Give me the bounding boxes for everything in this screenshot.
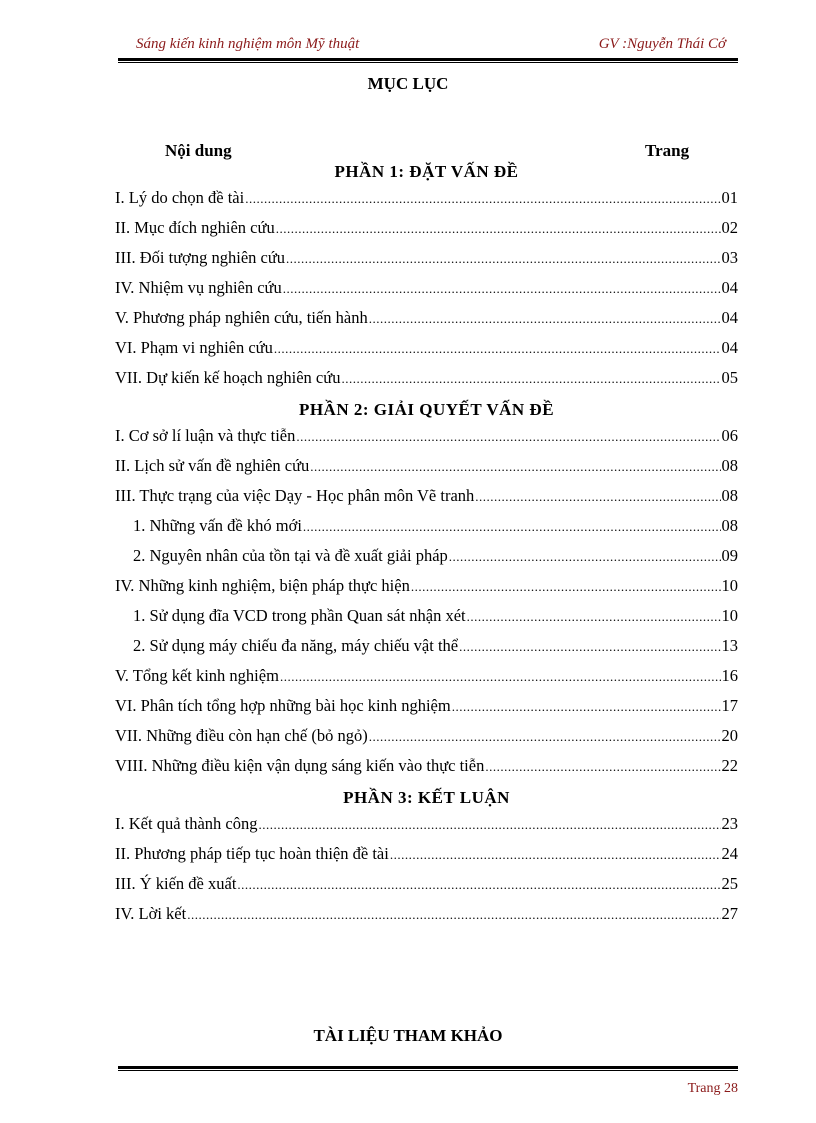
footer-rule	[118, 1066, 738, 1071]
toc-entry-page: 03	[721, 248, 738, 267]
toc-entry-page: 22	[721, 756, 738, 775]
dot-leader	[296, 425, 720, 449]
dot-leader	[280, 665, 721, 689]
column-header-page: Trang	[645, 141, 690, 160]
toc-entry[interactable]	[115, 724, 738, 754]
toc-entry-page: 10	[721, 576, 738, 595]
toc-entry-page: 01	[721, 188, 738, 207]
toc-entry-page: 25	[721, 874, 738, 893]
toc-entry[interactable]	[115, 842, 738, 872]
document-title: MỤC LỤC	[367, 74, 449, 93]
part-heading: PHẦN 3: KẾT LUẬN	[343, 788, 510, 807]
toc-entry-page: 08	[721, 516, 738, 535]
toc-entry[interactable]	[115, 514, 738, 544]
toc-entry-label: 2. Sử dụng máy chiếu đa năng, máy chiếu vật thể	[133, 636, 459, 655]
toc-entry[interactable]	[115, 604, 738, 634]
toc-entry-page: 23	[721, 814, 738, 833]
toc-entry-page: 06	[721, 426, 738, 445]
dot-leader	[369, 725, 721, 749]
toc-entry-page: 27	[721, 904, 738, 923]
toc-entry[interactable]	[115, 366, 738, 396]
dot-leader	[237, 873, 720, 897]
toc-entry-label: 2. Nguyên nhân của tồn tại và đề xuất giải pháp	[133, 546, 448, 565]
dot-leader	[411, 575, 721, 599]
toc-entry-page: 17	[721, 696, 738, 715]
header-subject: Sáng kiến kinh nghiệm môn Mỹ thuật	[136, 36, 360, 52]
toc-entry-label: VII. Dự kiến kế hoạch nghiên cứu	[115, 368, 341, 387]
toc-entry-label: II. Lịch sử vấn đề nghiên cứu	[115, 456, 310, 475]
toc-entry-label: V. Tổng kết kinh nghiệm	[115, 666, 279, 685]
dot-leader	[259, 813, 721, 837]
toc-entry-page: 02	[721, 218, 738, 237]
toc-entry-page: 10	[721, 606, 738, 625]
toc-entry[interactable]	[115, 544, 738, 574]
toc-entry[interactable]	[115, 664, 738, 694]
toc-entry[interactable]	[115, 246, 738, 276]
dot-leader	[341, 367, 720, 391]
toc-entry[interactable]	[115, 812, 738, 842]
toc-entry-label: VI. Phân tích tổng hợp những bài học kinh nghiệm	[115, 696, 451, 715]
toc-entry-page: 04	[721, 278, 738, 297]
dot-leader	[449, 545, 721, 569]
toc-entry-label: II. Mục đích nghiên cứu	[115, 218, 275, 237]
dot-leader	[303, 515, 721, 539]
dot-leader	[467, 605, 721, 629]
toc-entry-label: V. Phương pháp nghiên cứu, tiến hành	[115, 308, 368, 327]
dot-leader	[369, 307, 721, 331]
toc-entry[interactable]	[115, 574, 738, 604]
dot-leader	[475, 485, 720, 509]
toc-entry[interactable]	[115, 454, 738, 484]
toc-entry-label: III. Đối tượng nghiên cứu	[115, 248, 286, 267]
dot-leader	[245, 187, 720, 211]
toc-entry-label: I. Lý do chọn đề tài	[115, 188, 245, 207]
column-header-content: Nội dung	[165, 141, 232, 160]
toc-entry[interactable]	[115, 306, 738, 336]
toc-entry-label: VIII. Những điều kiện vận dụng sáng kiến vào thực tiễn	[115, 756, 485, 775]
dot-leader	[485, 755, 720, 779]
toc-entry[interactable]	[115, 216, 738, 246]
toc-entry[interactable]	[115, 694, 738, 724]
toc-entry-label: IV. Lời kết	[115, 904, 187, 923]
toc-entry-label: III. Thực trạng của việc Dạy - Học phân môn Vẽ tranh	[115, 486, 475, 505]
dot-leader	[452, 695, 721, 719]
dot-leader	[459, 635, 720, 659]
toc-entry-label: 1. Những vấn đề khó mới	[133, 516, 302, 535]
toc-entry-label: I. Cơ sở lí luận và thực tiễn	[115, 426, 296, 445]
toc-entry-page: 20	[721, 726, 738, 745]
toc-entry-label: IV. Nhiệm vụ nghiên cứu	[115, 278, 282, 297]
toc-entry[interactable]	[115, 484, 738, 514]
toc-entry-page: 04	[721, 338, 738, 357]
toc-entry[interactable]	[115, 336, 738, 366]
dot-leader	[274, 337, 721, 361]
toc-entry-label: VI. Phạm vi nghiên cứu	[115, 338, 273, 357]
toc-entry-page: 13	[721, 636, 738, 655]
toc-entry-page: 04	[721, 308, 738, 327]
header-teacher: GV :Nguyễn Thái Cớ	[598, 36, 726, 52]
page-header	[118, 36, 738, 58]
footer-page-number: Trang 28	[687, 1081, 738, 1096]
toc-entry-label: IV. Những kinh nghiệm, biện pháp thực hiện	[115, 576, 410, 595]
references-heading: TÀI LIỆU THAM KHẢO	[313, 1026, 503, 1045]
toc-entry-label: 1. Sử dụng đĩa VCD trong phần Quan sát nhận xét	[133, 606, 466, 625]
toc-entry[interactable]	[115, 186, 738, 216]
dot-leader	[310, 455, 720, 479]
toc-entry-page: 16	[721, 666, 738, 685]
toc-entry[interactable]	[115, 902, 738, 932]
dot-leader	[283, 277, 721, 301]
toc-entry[interactable]	[115, 872, 738, 902]
toc-entry[interactable]	[115, 276, 738, 306]
dot-leader	[286, 247, 720, 271]
toc-entry-label: I. Kết quả thành công	[115, 814, 258, 833]
toc-entry-page: 08	[721, 456, 738, 475]
toc-entry-page: 05	[721, 368, 738, 387]
toc-entry-page: 24	[721, 844, 738, 863]
toc-entry[interactable]	[115, 634, 738, 664]
toc-entry[interactable]	[115, 754, 738, 784]
dot-leader	[390, 843, 721, 867]
toc-entry-page: 08	[721, 486, 738, 505]
toc-entry-label: III. Ý kiến đề xuất	[115, 874, 237, 893]
header-rule	[118, 58, 738, 63]
dot-leader	[187, 903, 720, 927]
part-heading: PHẦN 1: ĐẶT VẤN ĐỀ	[334, 162, 519, 181]
toc-entry-label: II. Phương pháp tiếp tục hoàn thiện đề tài	[115, 844, 389, 863]
table-of-contents	[115, 162, 738, 932]
toc-entry-label: VII. Những điều còn hạn chế (bỏ ngỏ)	[115, 726, 368, 745]
part-heading: PHẦN 2: GIẢI QUYẾT VẤN ĐỀ	[298, 400, 555, 419]
toc-entry[interactable]	[115, 424, 738, 454]
toc-entry-page: 09	[721, 546, 738, 565]
dot-leader	[276, 217, 721, 241]
